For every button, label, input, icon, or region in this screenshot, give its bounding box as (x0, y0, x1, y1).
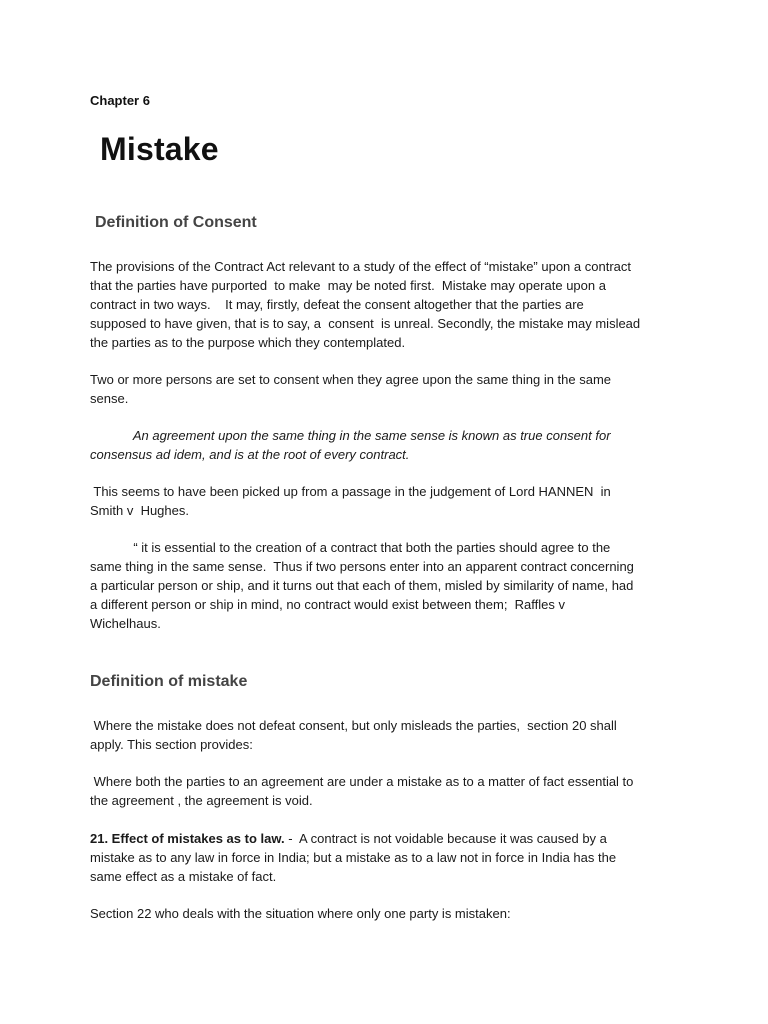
paragraph-section-20-text (90, 772, 690, 810)
paragraph-line: the agreement , the agreement is void. (90, 793, 313, 808)
paragraph-line: “ it is essential to the creation of a contract that both the parties should agree to the (90, 540, 611, 555)
paragraph-line: a different person or ship in mind, no contract would exist between them; Raffles v (90, 597, 565, 612)
paragraph-line: Wichelhaus. (90, 616, 161, 631)
paragraph-lord-hannen (90, 482, 690, 520)
paragraph-line: Two or more persons are set to consent when they agree upon the same thing in the same (90, 372, 612, 387)
paragraph-line: consensus ad idem, and is at the root of every contract. (90, 447, 410, 462)
section-21-text-start: - A contract is not voidable because it was caused by a (284, 831, 607, 846)
paragraph-consensus-quote (90, 426, 690, 464)
paragraph-line: Section 22 who deals with the situation where only one party is mistaken: (90, 906, 511, 921)
paragraph-line: Smith v Hughes. (90, 503, 189, 518)
paragraph-section-21 (90, 829, 690, 886)
paragraph-raffles-quote (90, 538, 690, 633)
paragraph-provisions (90, 257, 690, 352)
paragraph-line: same thing in the same sense. Thus if two persons enter into an apparent contract concerning (90, 559, 634, 574)
paragraph-line: An agreement upon the same thing in the same sense is known as true consent for (90, 428, 611, 443)
page-title: Mistake (100, 131, 219, 167)
paragraph-line: contract in two ways. It may, firstly, defeat the consent altogether that the parties are (90, 297, 584, 312)
paragraph-line: a particular person or ship, and it turns out that each of them, misled by similarity of name, had (90, 578, 634, 593)
paragraph-line: Where both the parties to an agreement are under a mistake as to a matter of fact essential to (90, 774, 634, 789)
paragraph-line: mistake as to any law in force in India; but a mistake as to a law not in force in India has the (90, 850, 617, 865)
paragraph-line: supposed to have given, that is to say, a consent is unreal. Secondly, the mistake may mislead (90, 316, 641, 331)
paragraph-line: that the parties have purported to make may be noted first. Mistake may operate upon a (90, 278, 606, 293)
paragraph-section-22-intro (90, 904, 690, 923)
section-21-heading: 21. Effect of mistakes as to law. (90, 831, 285, 846)
paragraph-line: This seems to have been picked up from a passage in the judgement of Lord HANNEN in (90, 484, 611, 499)
paragraph-section-20-intro (90, 716, 690, 754)
paragraph-line: The provisions of the Contract Act relevant to a study of the effect of “mistake” upon a contract (90, 259, 631, 274)
paragraph-line: Where the mistake does not defeat consent, but only misleads the parties, section 20 shall (90, 718, 617, 733)
paragraph-line: sense. (90, 391, 129, 406)
paragraph-line: apply. This section provides: (90, 737, 253, 752)
paragraph-line: same effect as a mistake of fact. (90, 869, 277, 884)
paragraph-consent-definition (90, 370, 690, 408)
section-heading-consent: Definition of Consent (95, 214, 257, 231)
paragraph-line (90, 829, 690, 848)
chapter-label: Chapter 6 (90, 93, 150, 108)
paragraph-line: the parties as to the purpose which they contemplated. (90, 335, 406, 350)
section-heading-mistake: Definition of mistake (90, 673, 248, 690)
